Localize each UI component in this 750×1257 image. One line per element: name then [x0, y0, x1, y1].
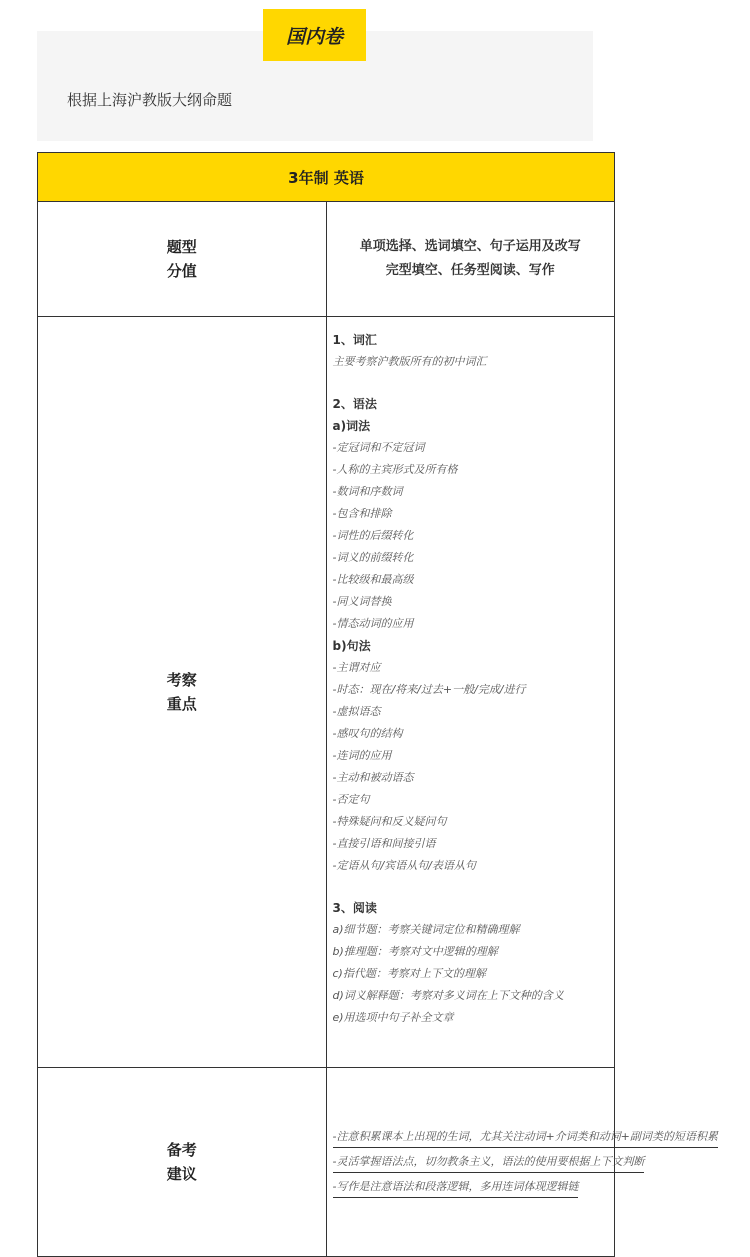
vocab-item: 主要考察沪教版所有的初中词汇 [332, 355, 487, 368]
vocab-title: 1、词汇 [332, 333, 377, 347]
question-types-label-line1: 题型 [166, 238, 197, 256]
syntax-list [333, 657, 615, 877]
morphology-item: -词义的前缀转化 [332, 551, 414, 564]
morphology-item: -定冠词和不定冠词 [332, 441, 425, 454]
reading-item: a)细节题：考察关键词定位和精确理解 [332, 923, 520, 936]
syntax-item: -虚拟语态 [332, 705, 381, 718]
advice-label [38, 1068, 327, 1257]
syntax-item: -感叹句的结构 [332, 727, 403, 740]
focus-label-line2: 重点 [166, 695, 197, 713]
focus-label-line1: 考察 [166, 671, 197, 689]
advice-content [326, 1068, 718, 1257]
syntax-item: -特殊疑问和反义疑问句 [332, 815, 447, 828]
reading-item: b)推理题：考察对文中逻辑的理解 [332, 945, 498, 958]
reading-item: e)用选项中句子补全文章 [332, 1011, 454, 1024]
syntax-item: -主动和被动语态 [332, 771, 414, 784]
question-types-line2: 完型填空、任务型阅读、写作 [385, 263, 555, 278]
advice-label-line1: 备考 [166, 1141, 197, 1159]
vocab-list [333, 351, 615, 373]
syntax-item: -主谓对应 [332, 661, 381, 674]
grammar-title: 2、语法 [332, 397, 377, 411]
morphology-list [333, 437, 615, 635]
syntax-item: -时态：现在/将来/过去+一般/完成/进行 [332, 683, 526, 696]
morphology-item: -情态动词的应用 [332, 617, 414, 630]
advice-item: -写作是注意语法和段落逻辑，多用连词体现逻辑链 [333, 1177, 579, 1198]
syntax-item: -连词的应用 [332, 749, 392, 762]
morphology-item: -同义词替换 [332, 595, 392, 608]
question-types-label-line2: 分值 [166, 262, 197, 280]
morphology-item: -数词和序数词 [332, 485, 403, 498]
syntax-item: -定语从句/宾语从句/表语从句 [332, 859, 476, 872]
advice-item: -注意积累课本上出现的生词，尤其关注动词+介词类和动词+副词类的短语积累 [333, 1127, 718, 1148]
morphology-item: -人称的主宾形式及所有格 [332, 463, 458, 476]
morphology-item: -比较级和最高级 [332, 573, 414, 586]
intro-text: 根据上海沪教版大纲命题 [67, 91, 233, 109]
syntax-title: b)句法 [332, 639, 371, 653]
exam-table [37, 152, 718, 1257]
reading-item: c)指代题：考察对上下文的理解 [332, 967, 486, 980]
focus-content [326, 317, 615, 1068]
advice-list [332, 1125, 718, 1200]
reading-item: d)词义解释题：考察对多义词在上下文种的含义 [332, 989, 564, 1002]
morphology-item: -包含和排除 [332, 507, 392, 520]
question-types-label [38, 202, 327, 317]
advice-item: -灵活掌握语法点，切勿教条主义，语法的使用要根据上下文判断 [333, 1152, 645, 1173]
advice-label-line2: 建议 [166, 1165, 197, 1183]
question-types [326, 202, 615, 317]
reading-title: 3、阅读 [332, 901, 377, 915]
morphology-title: a)词法 [332, 419, 371, 433]
table-header: 3年制 英语 [38, 153, 615, 202]
syntax-item: -直接引语和间接引语 [332, 837, 436, 850]
syntax-item: -否定句 [332, 793, 370, 806]
focus-label [38, 317, 327, 1068]
region-badge: 国内卷 [263, 9, 366, 61]
morphology-item: -词性的后缀转化 [332, 529, 414, 542]
question-types-line1: 单项选择、选词填空、句子运用及改写 [359, 239, 581, 254]
reading-list [333, 919, 615, 1029]
